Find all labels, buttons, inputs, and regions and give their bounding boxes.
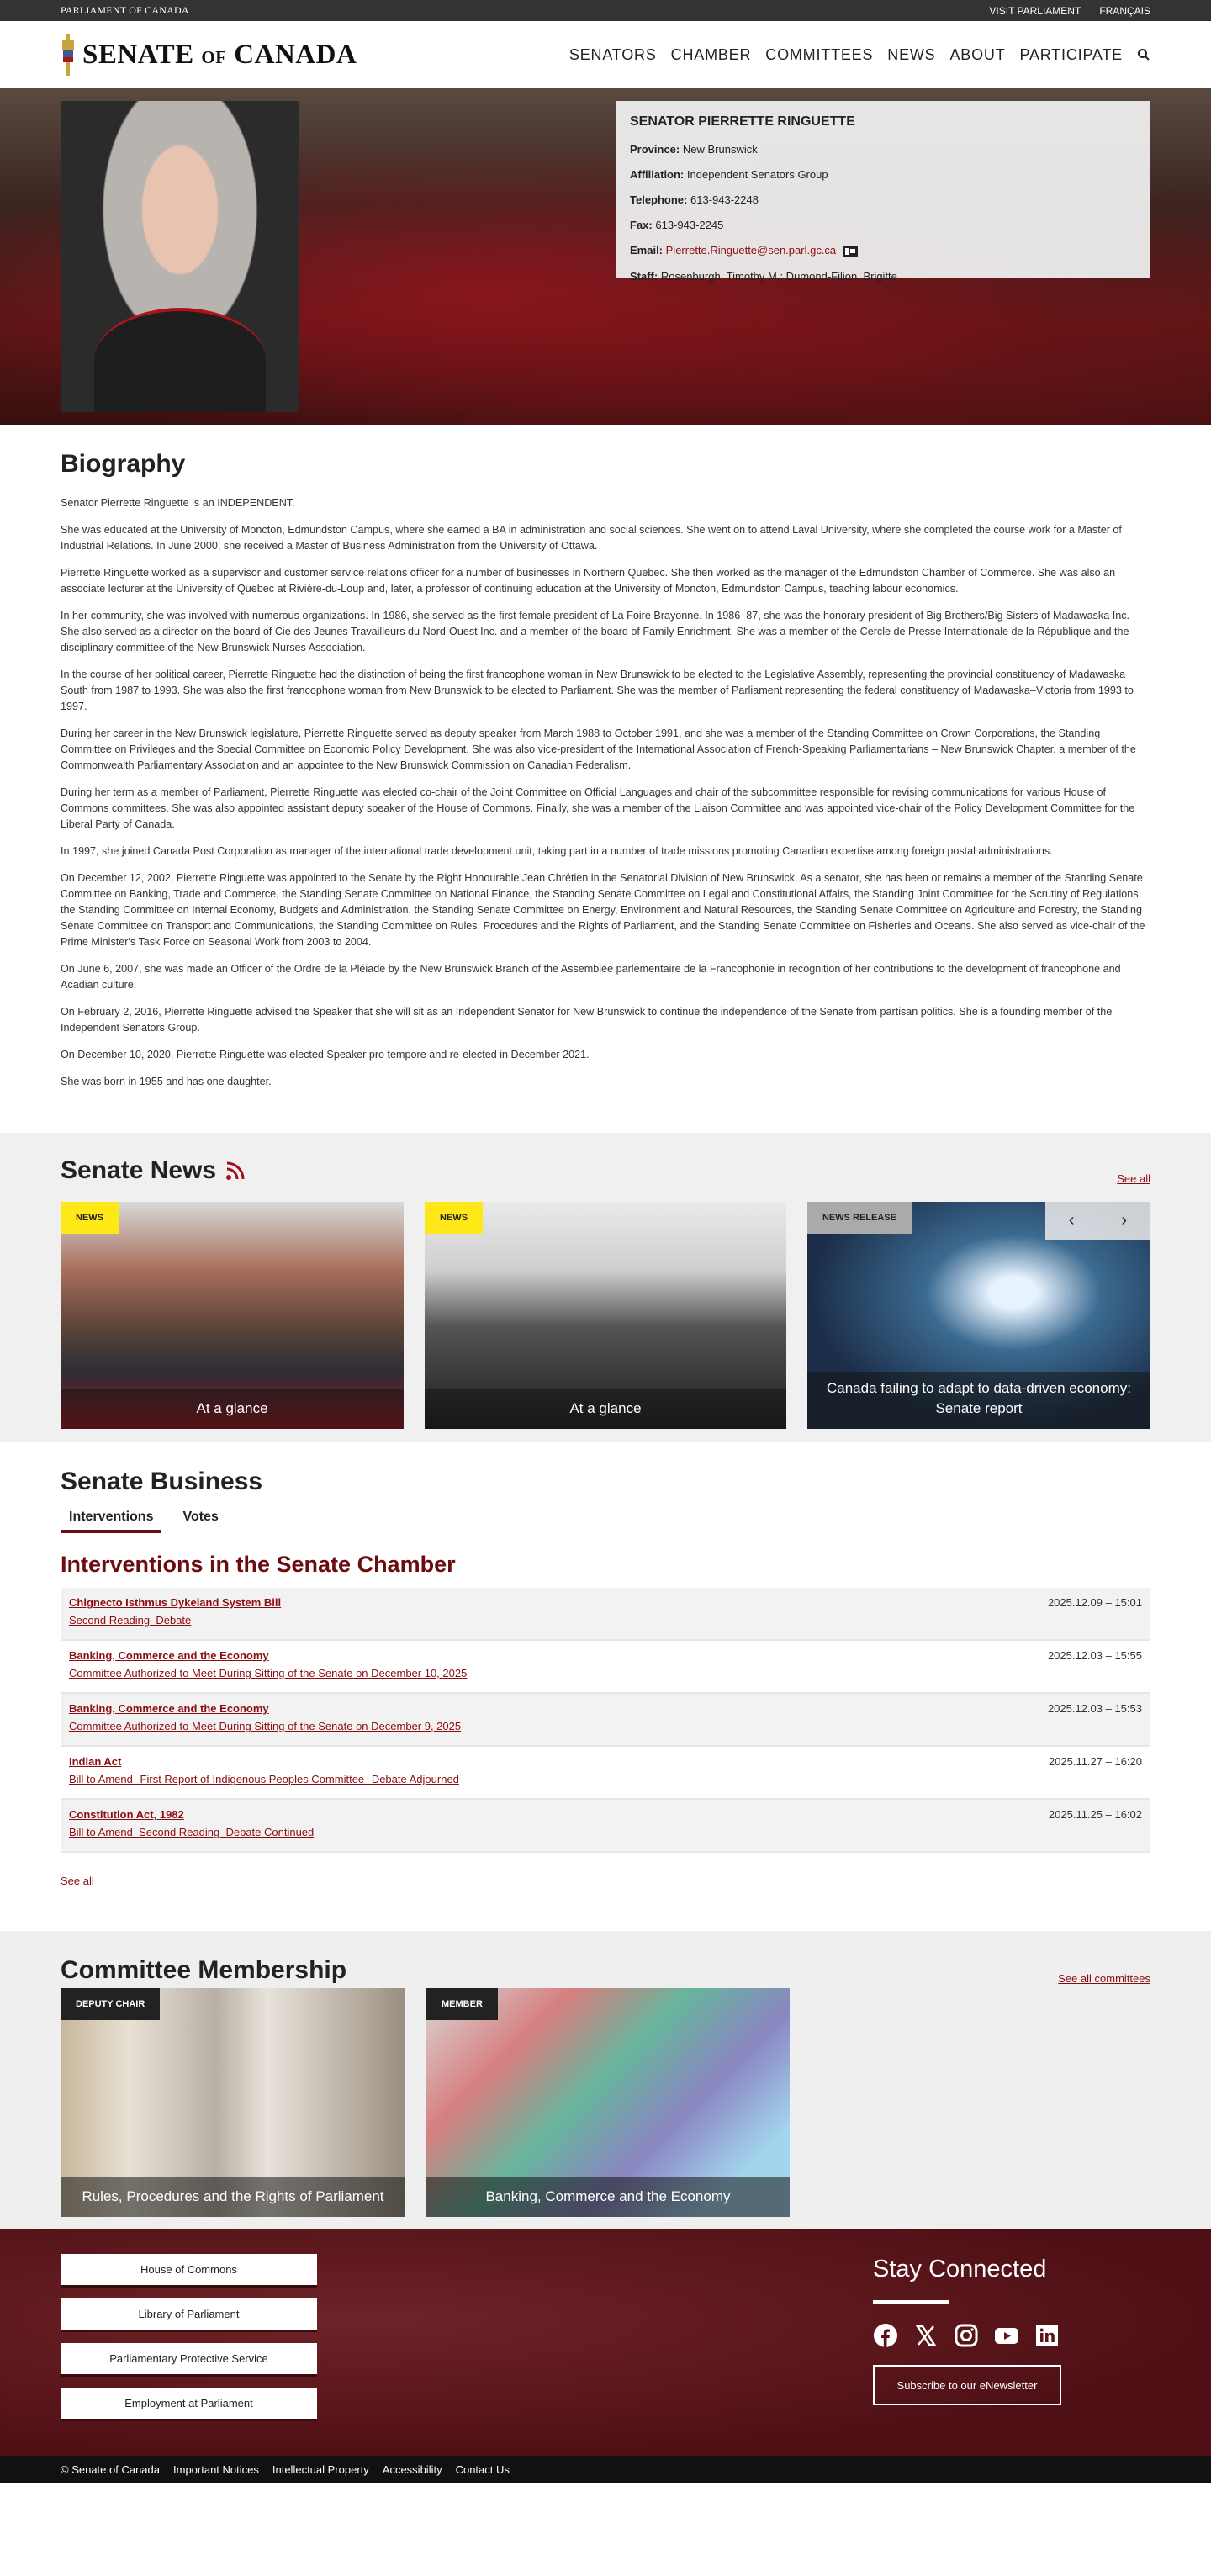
intellectual-property-link[interactable]: Intellectual Property [272,2462,369,2476]
copyright-link[interactable]: © Senate of Canada [61,2462,160,2476]
committees-title: Committee Membership [61,1956,347,1984]
biography-title: Biography [61,450,186,478]
bio-paragraph: Senator Pierrette Ringuette is an INDEPENDENT. [61,497,295,509]
news-title: Senate News [61,1156,246,1185]
committee-name: Banking, Commerce and the Economy [426,2177,790,2217]
stay-connected [873,2254,1083,2431]
subscribe-newsletter-button[interactable]: Subscribe to our eNewsletter [873,2365,1061,2405]
bio-paragraph: In 1997, she joined Canada Post Corporation as manager of the international trade development unit, taking part in a number of trade missions promoting Canadian expertise among foreign postal administrations. [61,845,1053,857]
footer-partner-links [61,2254,317,2431]
footer-bottom-bar [0,2456,1211,2483]
tab-interventions[interactable]: Interventions [61,1510,161,1533]
linkedin-icon[interactable] [1034,2323,1060,2348]
intervention-title-link[interactable]: Chignecto Isthmus Dykeland System Bill [69,1596,282,1609]
intervention-row [61,1588,1150,1641]
intervention-date: 2025.12.09 – 15:01 [1047,1596,1142,1609]
senator-name: SENATOR PIERRETTE RINGUETTE [630,114,855,129]
email-link[interactable]: Pierrette.Ringuette@sen.parl.gc.ca [665,244,837,257]
committee-role-badge: MEMBER [426,1988,498,2020]
intervention-title-link[interactable]: Constitution Act, 1982 [69,1808,184,1821]
logo-wordmark: SENATE OF CANADA [82,39,357,70]
library-of-parliament-link[interactable]: Library of Parliament [61,2298,317,2332]
bio-paragraph: On February 2, 2016, Pierrette Ringuette advised the Speaker that she will sit as an Independent Senator for New Brunswick to continue the independence of the Senate from partisan politics. She is a founding member of the Independent Senators Group. [61,1006,1113,1034]
bio-paragraph: In her community, she was involved with numerous organizations. In 1986, she served as the first female president of La Foire Brayonne. In 1986–87, she was the honorary president of Big Brothers/Big Sisters of Madawaska Inc. She also served as a director on the board of Cie des Jeunes Travailleurs du Nord-Ouest Inc. and a member of the board of Family Enrichment. She was a member of the Cercle de Presse Internationale de la République and the disciplinary committee of the New Brunswick Nurses Association. [61,610,1130,653]
news-card[interactable] [425,1202,786,1429]
nav-about[interactable]: ABOUT [949,45,1006,63]
interventions-list [61,1588,1150,1853]
interventions-see-all-link[interactable]: See all [61,1875,94,1887]
carousel-prev-button[interactable]: ‹ [1068,1211,1075,1230]
committee-membership-section [0,1931,1211,2229]
committee-role-badge: DEPUTY CHAIR [61,1988,160,2020]
news-card[interactable] [807,1202,1150,1429]
title-underline [873,2300,949,2304]
carousel-controls [1045,1202,1150,1240]
intervention-date: 2025.12.03 – 15:55 [1047,1649,1142,1662]
facebook-icon[interactable] [873,2323,898,2348]
rss-feed-icon[interactable] [225,1160,246,1182]
intervention-row [61,1641,1150,1694]
parliamentary-protective-service-link[interactable]: Parliamentary Protective Service [61,2343,317,2377]
news-carousel [61,1202,1150,1429]
fax-row: Fax: 613-943-2245 [630,219,724,231]
bio-paragraph: Pierrette Ringuette worked as a supervisor and customer service relations officer for a number of businesses in Northern Quebec. She then worked as the manager of the Edmundston Chamber of Commerce. She was also an associate lecturer at the University of Quebec at Rivière-du-Loup and, later, a professor of continuing education at the University of Moncton, Edmundston Campus, teaching labour economics. [61,567,1116,595]
intervention-subtitle-link[interactable]: Committee Authorized to Meet During Sitting of the Senate on December 10, 2025 [69,1667,468,1679]
instagram-icon[interactable] [954,2323,979,2348]
intervention-row [61,1747,1150,1800]
mace-emblem-icon [61,34,76,76]
intervention-title-link[interactable]: Indian Act [69,1755,122,1768]
business-tabs [61,1510,1150,1533]
news-caption: At a glance [425,1389,786,1429]
news-badge: NEWS [425,1202,483,1234]
senator-portrait [61,101,299,412]
parliament-topbar [0,0,1211,21]
news-badge: NEWS [61,1202,119,1234]
intervention-subtitle-link[interactable]: Second Reading–Debate [69,1614,192,1627]
intervention-row [61,1800,1150,1853]
bio-paragraph: On December 12, 2002, Pierrette Ringuette was appointed to the Senate by the Right Honourable Jean Chrétien in the Senatorial Division of New Brunswick. As a senator, she has been or remains a member of the Standing Senate Committee on Banking, Trade and Commerce, the Standing Senate Committee on National Finance, the Standing Senate Committee on Legal and Constitutional Affairs, the Standing Joint Committee for the Scrutiny of Regulations, the Standing Committee on Internal Economy, Budgets and Administration, the Standing Senate Committee on Energy, Environment and Natural Resources, the Standing Senate Committee on Agriculture and Forestry, the Standing Senate Committee on Transport and Communications, the Standing Committee on Rules, Procedures and the Rights of Parliament, and the Standing Senate Committee on Fisheries and Oceans. She also served as vice-chair of the Prime Minister's Task Force on Seasonal Work from 2003 to 2004. [61,872,1145,948]
senator-hero [0,88,1211,425]
intervention-date: 2025.11.27 – 16:20 [1048,1755,1142,1768]
news-header [61,1156,1150,1185]
nav-news[interactable]: NEWS [887,45,936,63]
site-header [0,21,1211,88]
committee-card[interactable] [61,1988,405,2217]
see-all-committees-link[interactable]: See all committees [1058,1972,1150,1985]
bio-paragraph: During her career in the New Brunswick legislature, Pierrette Ringuette served as deputy speaker from March 1988 to October 1991, and she was a member of the Standing Committee on Crown Corporations, the Standing Committee on Privileges and the Special Committee on Economic Policy Development. She was also vice-president of the International Association of French-Speaking Parliamentarians – New Brunswick Chapter, a member of the Commonwealth Parliamentary Association and an appointee to the New Brunswick Commission on Canadian Federalism. [61,727,1136,771]
news-card[interactable] [61,1202,404,1429]
affiliation-row: Affiliation: Independent Senators Group [630,168,828,181]
bio-paragraph: She was born in 1955 and has one daughter. [61,1076,272,1087]
intervention-date: 2025.12.03 – 15:53 [1047,1702,1142,1715]
parliament-brand[interactable]: PARLIAMENT OF CANADA [61,4,189,16]
intervention-title-link[interactable]: Banking, Commerce and the Economy [69,1649,269,1662]
visit-parliament-link[interactable]: VISIT PARLIAMENT [989,4,1081,17]
province-row: Province: New Brunswick [630,143,758,156]
nav-participate[interactable]: PARTICIPATE [1019,45,1123,63]
staff-row: Staff: Rosenburgh, Timothy M.; Dumond-Filion, Brigitte [630,269,897,283]
x-icon[interactable] [913,2323,939,2348]
intervention-subtitle-link[interactable]: Bill to Amend--First Report of Indigenous Peoples Committee--Debate Adjourned [69,1773,459,1785]
nav-chamber[interactable]: CHAMBER [670,45,752,63]
topbar-links [989,5,1150,17]
accessibility-link[interactable]: Accessibility [382,2462,442,2476]
committee-name: Rules, Procedures and the Rights of Parliament [61,2177,405,2217]
senate-business-section [0,1442,1211,1931]
bio-paragraph: On December 10, 2020, Pierrette Ringuette was elected Speaker pro tempore and re-elected in December 2021. [61,1049,590,1061]
social-links [873,2323,1083,2348]
vcard-icon[interactable] [843,246,858,257]
bio-paragraph: On June 6, 2007, she was made an Officer of the Ordre de la Pléiade by the New Brunswick Branch of the Assemblée parlementaire de la Francophonie in recognition of her contributions to the development of francophone and Acadian culture. [61,963,1121,991]
bio-paragraph: She was educated at the University of Moncton, Edmundston Campus, where she earned a BA in administration and social sciences. She went on to attend Laval University, where she completed the course work for a Master of Industrial Relations. In June 2000, she received a Master of Business Administration from the University of Ottawa. [61,524,1122,552]
bio-paragraph: In the course of her political career, Pierrette Ringuette had the distinction of being the first francophone woman in New Brunswick to be elected to the Legislative Assembly, representing the provincial constituency of Madawaska South from 1987 to 1993. She was also the first francophone woman from New Brunswick to be elected to Parliament. She was the member of Parliament representing the federal constituency of Madawaska–Victoria from 1993 to 1997. [61,669,1134,712]
stay-connected-title: Stay Connected [873,2256,1047,2282]
main-nav [569,46,1150,64]
senator-info-box [616,101,1150,283]
email-row: Email: Pierrette.Ringuette@sen.parl.gc.ca [630,244,1136,257]
intervention-subtitle-link[interactable]: Bill to Amend–Second Reading–Debate Continued [69,1826,315,1838]
employment-at-parliament-link[interactable]: Employment at Parliament [61,2388,317,2421]
youtube-icon[interactable] [994,2323,1019,2348]
site-footer [0,2229,1211,2456]
news-see-all-link[interactable]: See all [1117,1172,1150,1185]
bio-paragraph: During her term as a member of Parliament, Pierrette Ringuette was elected co-chair of the Joint Committee on Official Languages and chair of the subcommittee responsible for revising communications for various House of Commons committees. She was also appointed assistant deputy speaker of the House of Commons. Finally, she was a member of the Liaison Committee and was appointed vice-chair of the Policy Development Committee for the Liberal Party of Canada. [61,786,1135,830]
intervention-date: 2025.11.25 – 16:02 [1048,1808,1142,1821]
committee-cards [61,1988,1150,2217]
senate-news-section [0,1133,1211,1442]
telephone-row: Telephone: 613-943-2248 [630,193,759,206]
committees-header [61,1956,1150,1985]
interventions-subtitle: Interventions in the Senate Chamber [61,1552,456,1577]
tab-votes[interactable]: Votes [182,1510,219,1524]
senate-logo[interactable] [61,34,357,76]
search-icon[interactable] [1137,48,1150,61]
intervention-subtitle-link[interactable]: Committee Authorized to Meet During Sitting of the Senate on December 9, 2025 [69,1720,462,1732]
intervention-row [61,1694,1150,1747]
news-caption: Canada failing to adapt to data-driven economy: Senate report [807,1372,1150,1429]
nav-senators[interactable]: SENATORS [568,45,657,63]
carousel-next-button[interactable]: › [1121,1211,1128,1230]
nav-committees[interactable]: COMMITTEES [765,45,874,63]
important-notices-link[interactable]: Important Notices [173,2462,259,2476]
committee-card[interactable] [426,1988,790,2217]
news-release-badge: NEWS RELEASE [807,1202,912,1234]
language-toggle-link[interactable]: FRANÇAIS [1099,4,1150,17]
house-of-commons-link[interactable]: House of Commons [61,2254,317,2288]
business-title: Senate Business [61,1468,263,1495]
news-caption: At a glance [61,1389,404,1429]
biography-section [0,425,1211,1133]
contact-us-link[interactable]: Contact Us [455,2462,510,2476]
intervention-title-link[interactable]: Banking, Commerce and the Economy [69,1702,269,1715]
